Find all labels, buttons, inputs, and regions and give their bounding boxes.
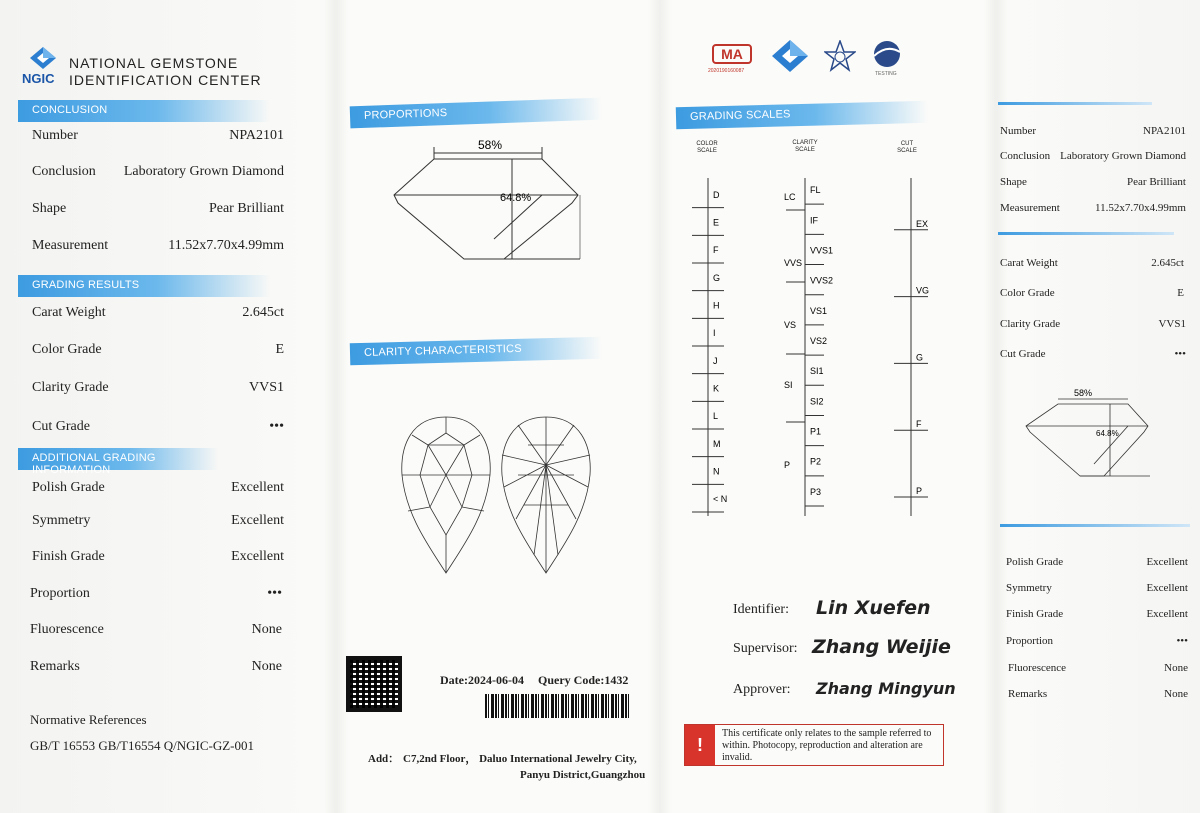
clarity-grade-label: VVS2 <box>810 275 834 286</box>
row-label: Clarity Grade <box>1000 318 1061 330</box>
additional-info-header: ADDITIONAL GRADING INFORMATION <box>18 448 218 470</box>
left-panel <box>0 0 328 813</box>
row-value: ••• <box>1176 635 1188 647</box>
grading-row <box>32 342 284 358</box>
row-label: Conclusion <box>1000 150 1051 162</box>
conclusion-row <box>32 128 284 144</box>
accreditation-star-icon <box>824 40 856 72</box>
clarity-group-label: LC <box>784 192 796 202</box>
ngic-logo-icon <box>30 47 56 69</box>
row-label: Polish Grade <box>1006 556 1064 568</box>
row-value: Excellent <box>231 480 284 495</box>
clarity-plot-icon <box>398 415 598 575</box>
summary-proportions-diagram <box>1024 384 1154 484</box>
row-value: 11.52x7.70x4.99mm <box>168 238 284 253</box>
clarity-group-label: P <box>784 460 791 470</box>
clarity-grade-label: FL <box>810 185 821 196</box>
color-grade-label: H <box>713 300 720 311</box>
summary-row <box>1008 662 1188 674</box>
identifier-label: Identifier: <box>733 602 789 617</box>
row-label: Shape <box>32 201 67 216</box>
proportions-header: PROPORTIONS <box>350 98 603 129</box>
qr-code-icon <box>346 656 402 712</box>
row-label: Remarks <box>1008 688 1048 700</box>
additional-row <box>32 480 284 496</box>
org-name-line2: IDENTIFICATION CENTER <box>69 72 262 88</box>
testing-seal-icon <box>870 40 904 68</box>
identifier-signature: Lin Xuefen <box>816 597 931 619</box>
conclusion-row <box>32 238 284 254</box>
cut-grade-label: F <box>916 419 922 430</box>
summary-row <box>1000 257 1184 269</box>
approver-label: Approver: <box>733 682 791 697</box>
ngic-abbr: NGIC <box>22 71 55 86</box>
clarity-group-label: VS <box>784 320 797 330</box>
row-label: Remarks <box>30 659 80 674</box>
row-value: Laboratory Grown Diamond <box>1060 150 1186 162</box>
grading-row <box>32 380 284 396</box>
row-value: None <box>1164 688 1188 700</box>
color-grade-label: F <box>713 245 719 256</box>
color-scale-ticks <box>692 190 727 512</box>
summary-row <box>1000 202 1186 214</box>
summary-row <box>1000 318 1186 330</box>
row-value: Excellent <box>231 513 284 528</box>
warning-icon: ! <box>685 725 715 765</box>
testing-label: TESTING <box>875 71 897 77</box>
cut-scale-head: CUT SCALE <box>897 141 917 154</box>
ma-mark-icon: MA <box>712 44 752 64</box>
proportions-diagram <box>390 135 590 265</box>
row-label: Finish Grade <box>1006 608 1064 620</box>
row-label: Color Grade <box>1000 287 1055 299</box>
row-label: Carat Weight <box>1000 257 1058 269</box>
color-grade-label: M <box>713 438 721 449</box>
summary-table-percent: 58% <box>1074 388 1093 398</box>
row-label: Number <box>1000 125 1037 137</box>
row-value: NPA2101 <box>229 128 284 143</box>
address-line1: C7,2nd Floor， Daluo International Jewelry City, <box>403 753 637 765</box>
color-grade-label: E <box>713 217 720 228</box>
conclusion-row <box>32 164 284 180</box>
row-label: Measurement <box>32 238 109 253</box>
cut-grade-label: EX <box>916 218 929 229</box>
summary-row <box>1000 348 1186 360</box>
grading-results-header: GRADING RESULTS <box>18 275 270 297</box>
supervisor-signature: Zhang Weijie <box>812 636 951 658</box>
clarity-grade-label: IF <box>810 215 818 226</box>
row-value: Pear Brilliant <box>208 201 284 216</box>
additional-row <box>30 586 282 602</box>
conclusion-header: CONCLUSION <box>18 100 270 122</box>
cut-grade-label: VG <box>916 285 930 296</box>
clarity-grade-label: P1 <box>810 426 822 437</box>
clarity-group-label: SI <box>784 380 793 390</box>
row-value: E <box>1177 287 1184 299</box>
clarity-group-label: VVS <box>784 258 803 268</box>
grading-row <box>32 419 284 435</box>
pear-crown-view <box>402 417 490 573</box>
summary-row <box>1006 608 1188 620</box>
conclusion-row <box>32 201 284 217</box>
summary-row <box>1006 582 1188 594</box>
color-grade-label: L <box>713 411 719 422</box>
row-label: Shape <box>1000 176 1027 188</box>
issue-date: Date:2024-06-04 <box>440 673 524 687</box>
row-value: VVS1 <box>248 380 284 395</box>
row-label: Fluorescence <box>1008 662 1067 674</box>
cut-grade-label: P <box>916 486 923 496</box>
pear-pavilion-view <box>502 417 590 573</box>
row-value: E <box>275 342 284 357</box>
summary-row <box>1000 176 1186 188</box>
row-value: 2.645ct <box>242 305 284 320</box>
row-label: Proportion <box>1006 635 1054 647</box>
grading-row <box>32 305 284 321</box>
additional-row <box>30 659 282 675</box>
cut-grade-label: G <box>916 352 924 363</box>
cut-scale-ticks <box>894 219 929 497</box>
summary-divider <box>998 232 1174 235</box>
row-value: Excellent <box>1146 608 1188 620</box>
row-value: Excellent <box>1146 582 1188 594</box>
row-value: NPA2101 <box>1143 125 1186 137</box>
row-label: Clarity Grade <box>32 380 109 395</box>
clarity-grade-label: SI2 <box>810 396 824 407</box>
summary-row <box>1006 635 1188 647</box>
summary-panel <box>992 0 1200 813</box>
grading-scales-panel <box>664 0 990 813</box>
summary-row <box>1000 125 1186 137</box>
clarity-scale-ticks <box>784 185 833 506</box>
ngic-logo-icon <box>772 40 808 72</box>
row-value: 11.52x7.70x4.99mm <box>1095 202 1186 214</box>
row-label: Measurement <box>1000 202 1060 214</box>
clarity-grade-label: SI1 <box>810 366 824 377</box>
row-value: Excellent <box>1146 556 1188 568</box>
additional-row <box>32 513 284 529</box>
address-line2: Panyu District,Guangzhou <box>520 769 646 781</box>
color-grade-label: J <box>713 355 718 366</box>
additional-row <box>30 622 282 638</box>
row-label: Conclusion <box>32 164 96 179</box>
approver-signature: Zhang Mingyun <box>816 679 956 698</box>
middle-panel <box>330 0 662 813</box>
row-label: Finish Grade <box>32 549 105 564</box>
additional-row <box>32 549 284 565</box>
color-scale-head: COLOR SCALE <box>696 141 718 154</box>
row-value: None <box>1164 662 1188 674</box>
notice-text: This certificate only relates to the sample referred to within. Photocopy, reproduction and alteration are invalid. <box>722 728 932 763</box>
grading-scales-header: GRADING SCALES <box>676 101 928 130</box>
address-label: Add： <box>368 753 400 765</box>
row-label: Polish Grade <box>32 480 105 495</box>
summary-row <box>1000 287 1184 299</box>
row-label: Proportion <box>30 586 90 601</box>
row-value: ••• <box>1174 348 1186 360</box>
row-value: 2.645ct <box>1151 257 1184 269</box>
summary-row <box>1008 688 1188 700</box>
summary-divider <box>1000 524 1190 527</box>
clarity-grade-label: VS1 <box>810 305 828 316</box>
depth-percent: 64.8% <box>500 192 532 204</box>
clarity-grade-label: VS2 <box>810 336 828 346</box>
row-label: Cut Grade <box>1000 348 1046 360</box>
summary-divider <box>998 102 1152 105</box>
clarity-grade-label: VVS1 <box>810 245 834 256</box>
row-label: Carat Weight <box>32 305 106 320</box>
summary-row <box>1006 556 1188 568</box>
color-grade-label: D <box>713 189 720 200</box>
org-name-line1: NATIONAL GEMSTONE <box>69 55 239 71</box>
row-value: Laboratory Grown Diamond <box>123 164 284 179</box>
summary-row <box>1000 150 1186 162</box>
grading-scales-chart <box>684 170 964 520</box>
row-label: Cut Grade <box>32 419 90 434</box>
color-grade-label: G <box>713 272 721 283</box>
clarity-grade-label: P2 <box>810 456 822 467</box>
clarity-grade-label: P3 <box>810 486 822 497</box>
barcode-icon <box>485 694 629 718</box>
color-grade-label: I <box>713 328 716 339</box>
row-value: VVS1 <box>1158 318 1186 330</box>
color-grade-label: K <box>713 383 720 394</box>
color-grade-label: < N <box>713 494 728 505</box>
row-label: Color Grade <box>32 342 102 357</box>
row-value: Excellent <box>231 549 284 564</box>
row-value: None <box>251 622 282 637</box>
row-label: Symmetry <box>32 513 91 528</box>
row-label: Fluorescence <box>30 622 104 637</box>
row-label: Number <box>32 128 78 143</box>
table-percent: 58% <box>478 138 503 152</box>
ma-number: 2020190160087 <box>708 68 745 74</box>
notice-box <box>684 724 944 766</box>
clarity-scale-head: CLARITY SCALE <box>792 140 818 153</box>
supervisor-label: Supervisor: <box>733 641 798 656</box>
row-value: None <box>251 659 282 674</box>
row-value: ••• <box>269 419 284 434</box>
row-label: Symmetry <box>1006 582 1052 594</box>
query-code: Query Code:1432 <box>538 673 629 687</box>
clarity-characteristics-header: CLARITY CHARACTERISTICS <box>350 337 602 366</box>
color-grade-label: N <box>713 466 720 477</box>
summary-depth-percent: 64.8% <box>1096 429 1119 438</box>
row-value: ••• <box>267 586 282 601</box>
normative-title: Normative References <box>30 712 147 727</box>
row-value: Pear Brilliant <box>1127 176 1186 188</box>
normative-text: GB/T 16553 GB/T16554 Q/NGIC-GZ-001 <box>30 738 255 753</box>
